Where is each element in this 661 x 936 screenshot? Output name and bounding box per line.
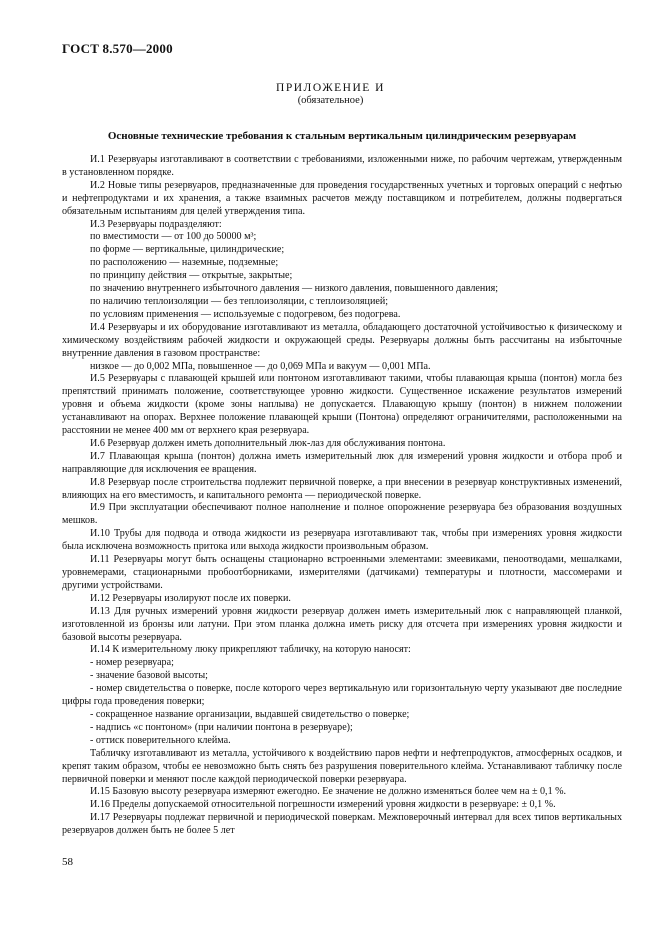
- appendix-subtitle: (обязательное): [297, 95, 364, 106]
- list-item: по наличию теплоизоляции — без теплоизоляции, с теплоизоляцией;: [90, 295, 389, 307]
- list-item: - номер свидетельства о поверке, после которого через вертикальную или горизонтальную черту указывают две последние цифры года проведения поверки;: [62, 683, 622, 708]
- list-item: - сокращенное название организации, выдавшей свидетельство о поверке;: [90, 708, 410, 720]
- list-item: по форме — вертикальные, цилиндрические;: [90, 244, 285, 256]
- paragraph-i8: И.8 Резервуар после строительства подлежит первичной поверке, а при внесении в резервуар конструктивных изменений, влияющих на его вместимость, и капитального ремонта — периодической поверке.: [62, 476, 622, 501]
- paragraph-pressure: низкое — до 0,002 МПа, повышенное — до 0,069 МПа и вакуум — 0,001 МПа.: [90, 360, 431, 372]
- list-item: по принципу действия — открытые, закрытые;: [90, 270, 293, 282]
- paragraph-i15: И.15 Базовую высоту резервуара измеряют ежегодно. Ее значение не должно изменяться более чем на ± 0,1 %.: [90, 786, 567, 798]
- page-number: 58: [62, 856, 73, 868]
- list-item: - надпись «с понтоном» (при наличии понтона в резервуаре);: [90, 721, 353, 733]
- paragraph-i17: И.17 Резервуары подлежат первичной и периодической поверкам. Межповерочный интервал для всех типов вертикальных резервуаров должен быть не более 5 лет: [62, 812, 622, 837]
- paragraph-i14: И.14 К измерительному люку прикрепляют табличку, на которую наносят:: [90, 644, 411, 656]
- paragraph-i7: И.7 Плавающая крыша (понтон) должна иметь измерительный люк для измерений уровня жидкости и отбора проб и направляющие для исключения ее вращения.: [62, 450, 622, 475]
- paragraph-i10: И.10 Трубы для подвода и отвода жидкости из резервуара изготавливают так, чтобы при измерениях уровня жидкости была исключена возможность притока или выхода жидкости произвольным образом.: [62, 528, 622, 553]
- list-item: по значению внутреннего избыточного давления — низкого давления, повышенного давления;: [90, 283, 499, 295]
- paragraph-i2: И.2 Новые типы резервуаров, предназначенные для проведения государственных учетных и торговых операций с нефтью и нефтепродуктами и их хранения, а также взаимных расчетов между поставщиком и потребителем, должны подвергаться обязательным испытаниям для целей утверждения типа.: [62, 179, 622, 217]
- paragraph-i1: И.1 Резервуары изготавливают в соответствии с требованиями, изложенными ниже, по рабочим чертежам, утвержденным в установленном порядке.: [62, 154, 622, 178]
- list-item: - номер резервуара;: [90, 657, 174, 669]
- list-item: по расположению — наземные, подземные;: [90, 257, 279, 269]
- paragraph-i3: И.3 Резервуары подразделяют:: [90, 218, 222, 230]
- paragraph-i5: И.5 Резервуары с плавающей крышей или понтоном изготавливают такими, чтобы плавающая крыша (понтон) могла без препятствий принимать положение, соответствующее уровню жидкости. Существенное искажение результатов измерений уровня и объема жидкости (кроме зоны наплыва) не допускается. Плавающую крышу (понтон) в нижнем положении устанавливают на опорах. Верхнее положение плавающей крыши (Понтона) определяют ограничителями, расположенными на расстоянии не менее 400 мм от верхнего края резервуара.: [62, 373, 622, 437]
- list-item: по условиям применения — используемые с подогревом, без подогрева.: [90, 308, 401, 320]
- paragraph-i13: И.13 Для ручных измерений уровня жидкости резервуар должен иметь измерительный люк с направляющей планкой, изготовленной из бронзы или латуни. При этом планка должна иметь риску для отсчета при измерениях уровня жидкости и базовой высоты резервуара.: [62, 605, 622, 643]
- list-item: - значение базовой высоты;: [90, 670, 208, 682]
- paragraph-i16: И.16 Пределы допускаемой относительной погрешности измерений уровня жидкости в резервуаре: ± 0,1 %.: [90, 799, 556, 811]
- document-body: [62, 154, 622, 838]
- document-header: ГОСТ 8.570—2000: [62, 41, 173, 56]
- paragraph-i4: И.4 Резервуары и их оборудование изготавливают из металла, обладающего достаточной устойчивостью к физическому и химическому воздействиям рабочей жидкости и окружающей среды. Резервуары должны быть рассчитаны на избыточные внутренние давления в газовом пространстве:: [62, 321, 622, 359]
- paragraph-i12: И.12 Резервуары изолируют после их поверки.: [90, 592, 291, 604]
- paragraph-i6: И.6 Резервуар должен иметь дополнительный люк-лаз для обслуживания понтона.: [90, 437, 446, 449]
- paragraph-plate: Табличку изготавливают из металла, устойчивого к воздействию паров нефти и нефтепродуктов, атмосферных осадков, и крепят таким образом, чтобы ее невозможно быть снять без разрушения поверительного клейма. Устанавливают табличку после первичной поверки и меняют после каждой периодической поверки резервуара.: [62, 747, 622, 785]
- list-item: - оттиск поверительного клейма.: [90, 734, 231, 746]
- appendix-title: ПРИЛОЖЕНИЕ И: [276, 82, 385, 94]
- list-item: по вместимости — от 100 до 50000 м³;: [90, 231, 257, 243]
- section-title: Основные технические требования к стальным вертикальным цилиндрическим резервуарам: [107, 130, 577, 142]
- paragraph-i9: И.9 При эксплуатации обеспечивают полное наполнение и полное опорожнение резервуара без образования воздушных мешков.: [62, 502, 622, 527]
- paragraph-i11: И.11 Резервуары могут быть оснащены стационарно встроенными элементами: змеевиками, пеноотводами, мешалками, уровнемерами, стационарными пробоотборниками, измерителями (датчиками) температуры и плотности, массомерами и другими устройствами.: [62, 554, 622, 591]
